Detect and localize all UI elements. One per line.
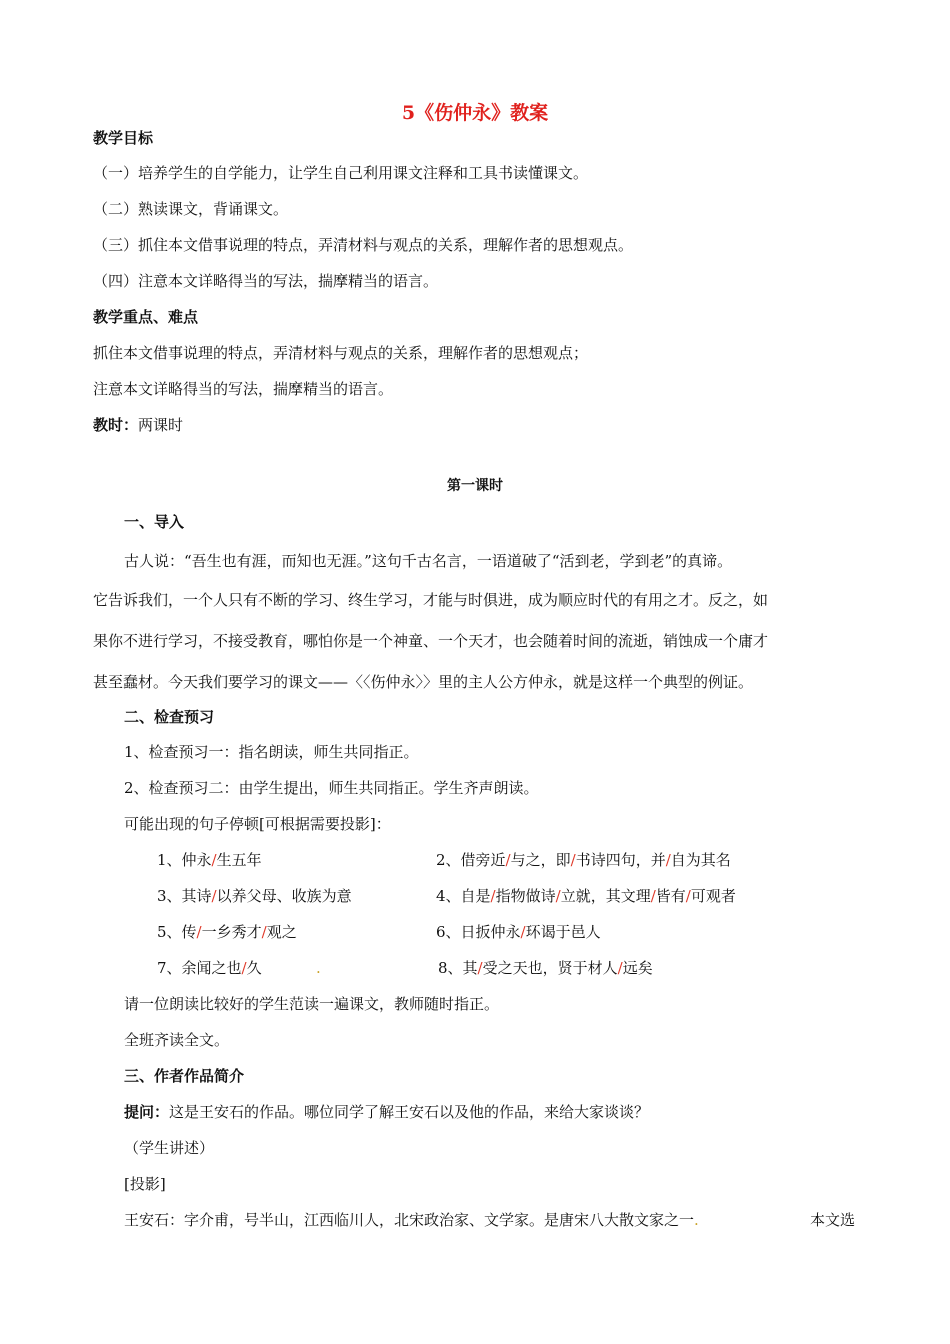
pause-item-4: 4、自是/指物做诗/立就，其文理/皆有/可观者 [436, 887, 736, 905]
pause-slash: / [241, 959, 247, 977]
question-text: 这是王安石的作品。哪位同学了解王安石以及他的作品，来给大家谈谈？ [169, 1103, 650, 1121]
projection-tag: [投影] [124, 1175, 166, 1193]
question-line [124, 1102, 649, 1122]
pause-slash: / [261, 923, 267, 941]
pause-slash: / [196, 923, 202, 941]
pause-slash: / [555, 887, 561, 905]
keypoint-item-1: 抓住本文借事说理的特点，弄清材料与观点的关系，理解作者的思想观点； [93, 344, 589, 362]
author-bio: 王安石：字介甫，号半山，江西临川人，北宋政治家、文学家。是唐宋八大散文家之一. [124, 1211, 699, 1229]
pause-slash: / [617, 959, 623, 977]
preview-line-2: 2、检查预习二：由学生提出，师生共同指正。学生齐声朗读。 [124, 779, 539, 797]
preview-line-1: 1、检查预习一：指名朗读，师生共同指正。 [124, 743, 419, 761]
pause-slash: / [211, 887, 217, 905]
pause-slash: / [490, 887, 496, 905]
pause-item-2: 2、借旁近/与之，即/书诗四句，并/自为其名 [436, 851, 731, 869]
section-intro-heading: 一、导入 [124, 513, 185, 531]
teaching-time-label: 教时： [93, 416, 139, 434]
pause-item-1: 1、仲永/生五年 [157, 851, 262, 869]
pause-slash: / [570, 851, 576, 869]
goal-item-2: （二）熟读课文，背诵课文。 [93, 200, 289, 218]
pause-slash: / [665, 851, 671, 869]
pause-item-6: 6、日扳仲永/环谒于邑人 [436, 923, 601, 941]
intro-line-4: 甚至蠢材。今天我们要学习的课文——〈〈伤仲永〉〉里的主人公方仲永，就是这样一个典型的例证。 [93, 673, 754, 691]
pause-item-8: 8、其/受之天也，贤于材人/远矣 [438, 959, 653, 977]
keypoint-item-2: 注意本文详略得当的写法，揣摩精当的语言。 [93, 380, 394, 398]
goal-item-1: （一）培养学生的自学能力，让学生自己利用课文注释和工具书读懂课文。 [93, 164, 589, 182]
section-preview-heading: 二、检查预习 [124, 708, 215, 726]
section-author-heading: 三、作者作品简介 [124, 1067, 245, 1085]
document-title: 5《伤仲永》教案 [401, 102, 549, 124]
keypoints-heading: 教学重点、难点 [93, 308, 199, 326]
pause-item-7: 7、余闻之也/久 [157, 959, 262, 977]
highlight-dot: . [316, 959, 321, 977]
pause-slash: / [685, 887, 691, 905]
goal-item-3: （三）抓住本文借事说理的特点，弄清材料与观点的关系，理解作者的思想观点。 [93, 236, 634, 254]
pause-item-5: 5、传/一乡秀才/观之 [157, 923, 297, 941]
goal-item-4: （四）注意本文详略得当的写法，揣摩精当的语言。 [93, 272, 439, 290]
pause-slash: / [477, 959, 483, 977]
preview-line-5: 全班齐读全文。 [124, 1031, 230, 1049]
pause-slash: / [520, 923, 526, 941]
teaching-time-value: 两课时 [138, 416, 184, 434]
intro-line-2: 它告诉我们，一个人只有不断的学习、终生学习，才能与时俱进，成为顺应时代的有用之才。反之，如 [93, 591, 769, 609]
highlight-dot: . [694, 1211, 699, 1229]
pause-slash: / [650, 887, 656, 905]
pause-slash: / [211, 851, 217, 869]
author-bio-end: 本文选 [810, 1211, 856, 1229]
pause-item-3: 3、其诗/以养父母、收族为意 [157, 887, 352, 905]
intro-line-1: 古人说：“吾生也有涯，而知也无涯。”这句千古名言，一语道破了“活到老，学到老”的真谛。 [124, 552, 733, 570]
pause-slash: / [505, 851, 511, 869]
student-note: （学生讲述） [124, 1139, 215, 1157]
teaching-time [93, 415, 183, 435]
preview-line-3: 可能出现的句子停顿[可根据需要投影]： [124, 815, 391, 833]
goals-heading: 教学目标 [93, 129, 154, 147]
lesson-heading: 第一课时 [447, 478, 503, 494]
intro-line-3: 果你不进行学习，不接受教育，哪怕你是一个神童、一个天才，也会随着时间的流逝，销蚀成一个庸才 [93, 632, 769, 650]
question-label: 提问： [124, 1103, 170, 1121]
preview-line-4: 请一位朗读比较好的学生范读一遍课文，教师随时指正。 [124, 995, 500, 1013]
